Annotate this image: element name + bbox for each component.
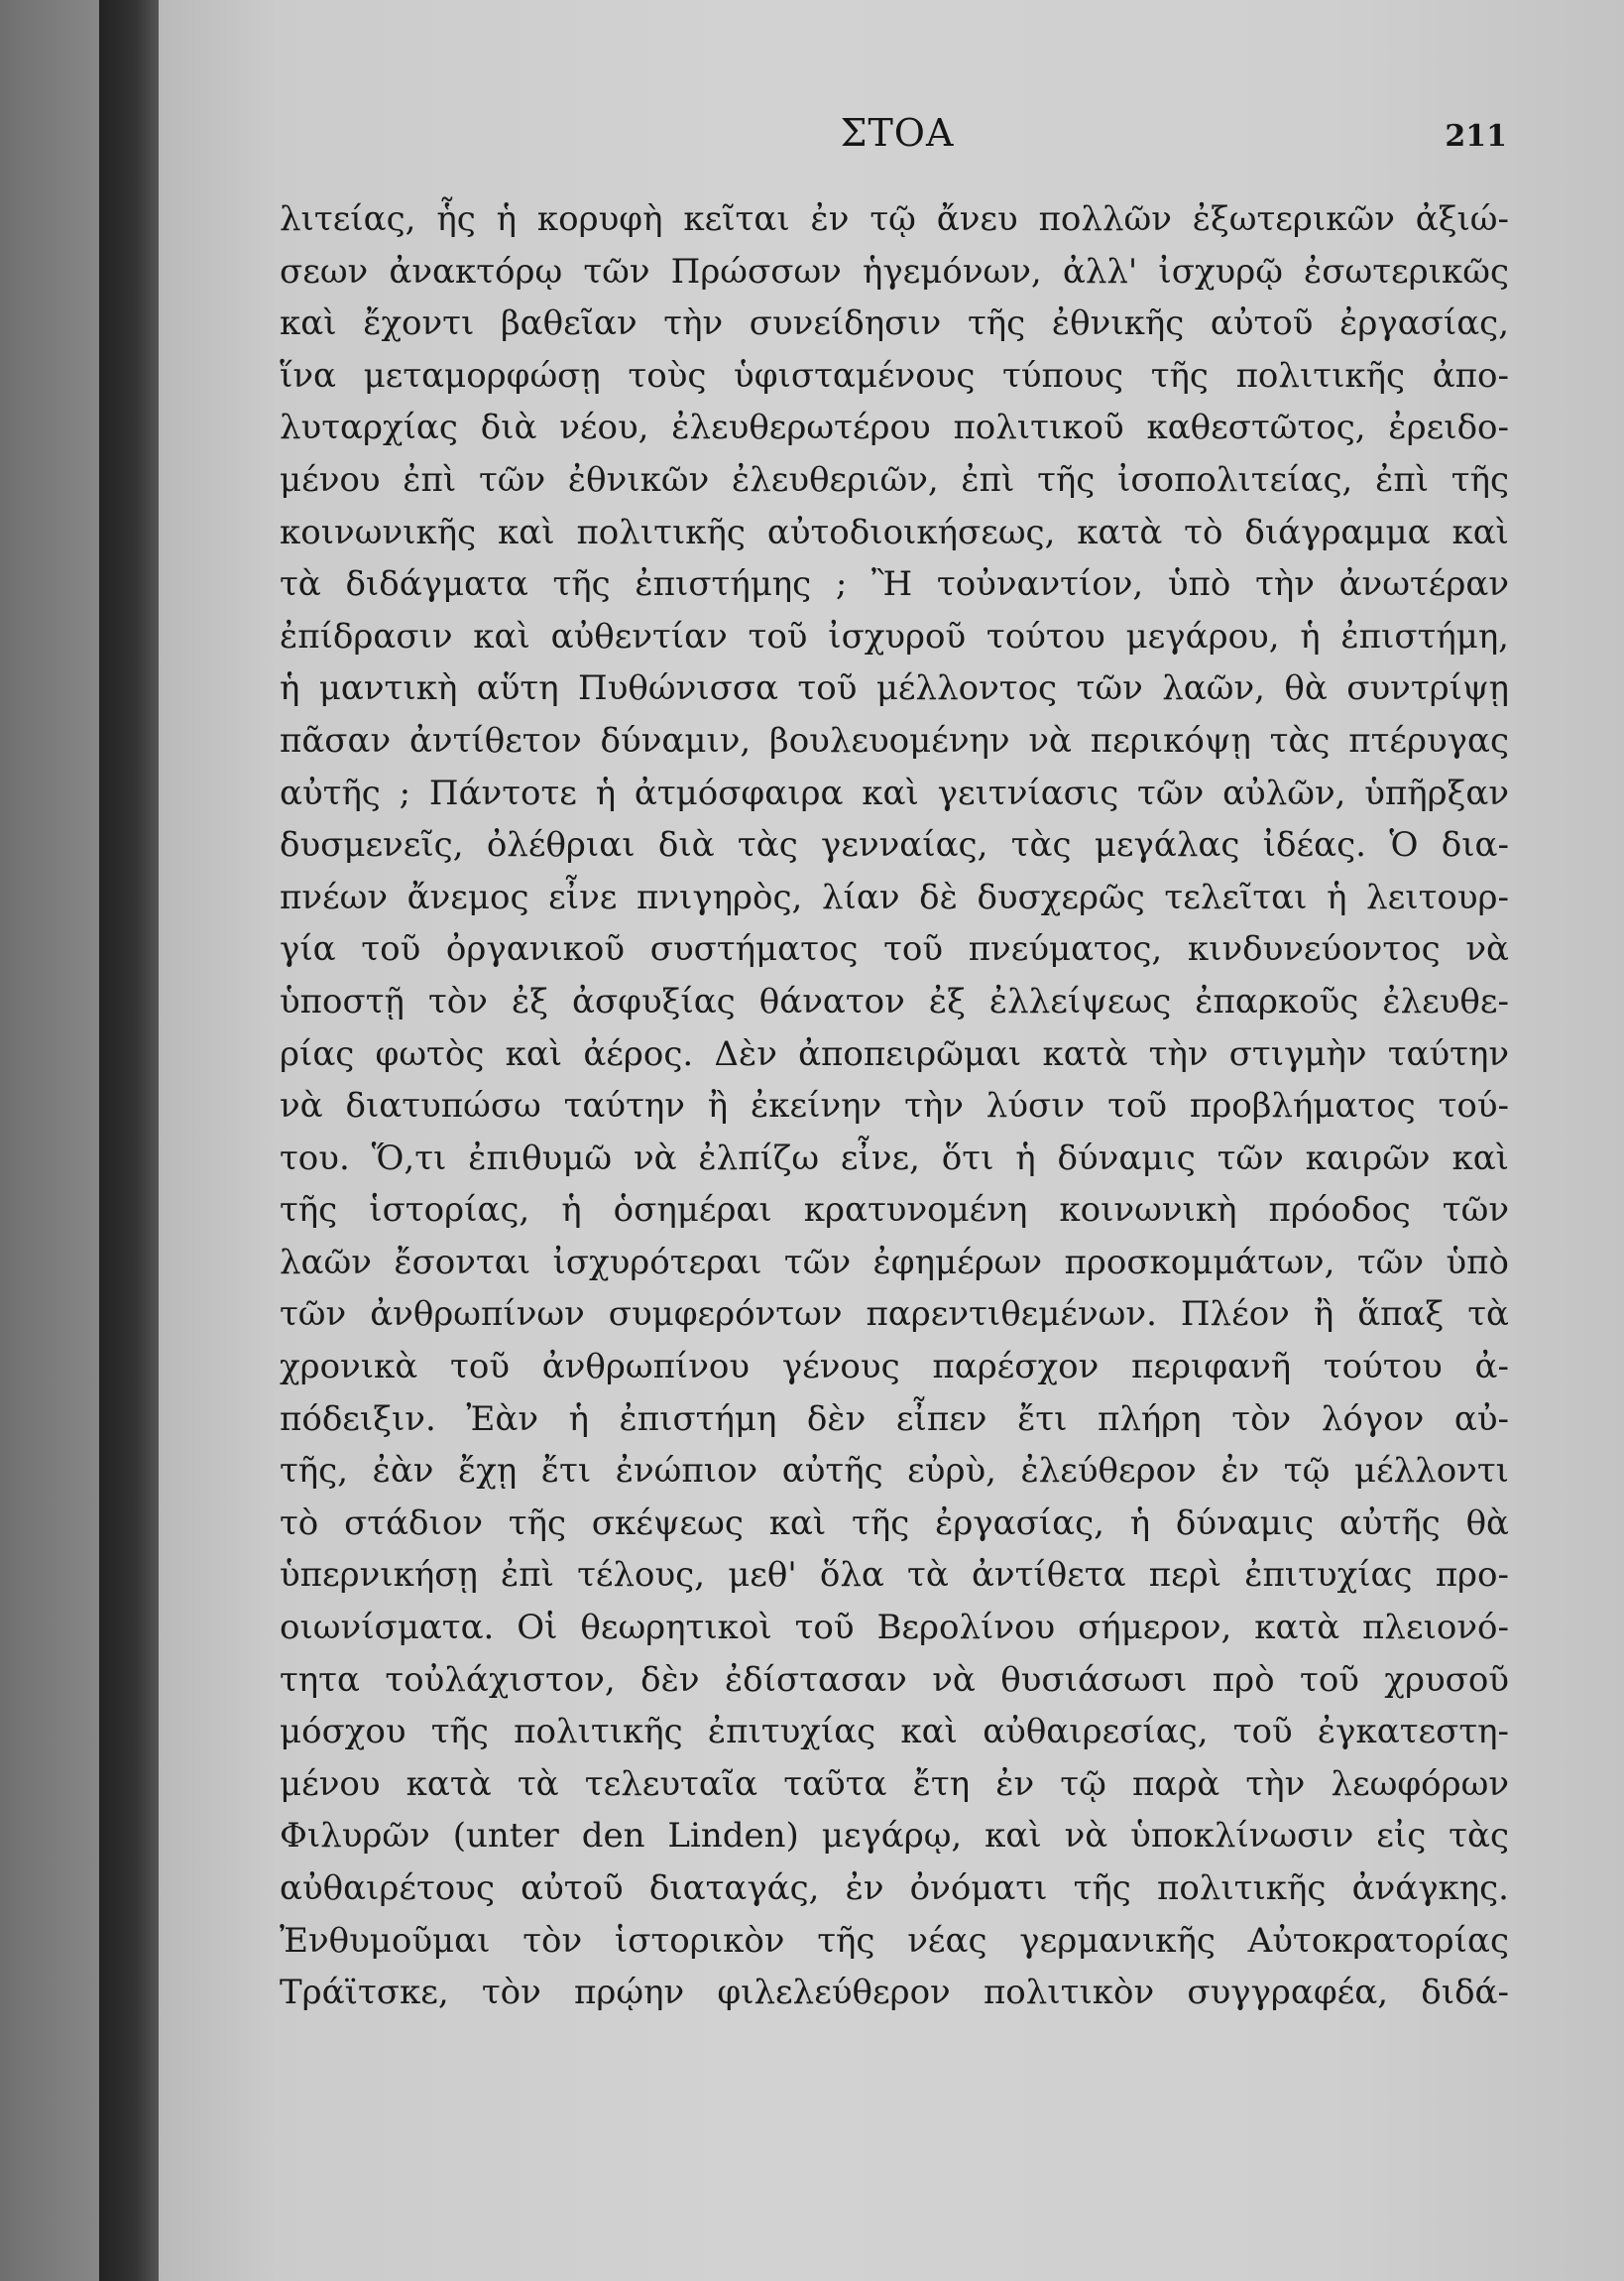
text-line: αὐτῆς ; Πάντοτε ἡ ἀτμόσφαιρα καὶ γειτνίασις τῶν αὐλῶν, ὑπῆρξαν (280, 773, 1509, 813)
text-line: Φιλυρῶν (unter den Linden) μεγάρῳ, καὶ νὰ ὑποκλίνωσιν εἰς τὰς (280, 1816, 1509, 1857)
text-line: πᾶσαν ἀντίθετον δύναμιν, βουλευομένην νὰ περικόψῃ τὰς πτέρυγας (280, 720, 1509, 761)
text-line: αὐθαιρέτους αὐτοῦ διαταγάς, ἐν ὀνόματι τῆς πολιτικῆς ἀνάγκης. (280, 1868, 1509, 1908)
text-line: χρονικὰ τοῦ ἀνθρωπίνου γένους παρέσχον περιφανῆ τούτου ἀ- (280, 1347, 1509, 1387)
text-line: του. Ὅ,τι ἐπιθυμῶ νὰ ἐλπίζω εἶνε, ὅτι ἡ δύναμις τῶν καιρῶν καὶ (280, 1138, 1509, 1178)
text-line: τῆς ἱστορίας, ἡ ὁσημέραι κρατυνομένη κοινωνικὴ πρόοδος τῶν (280, 1190, 1509, 1231)
text-line: ὑπερνικήσῃ ἐπὶ τέλους, μεθ' ὅλα τὰ ἀντίθετα περὶ ἐπιτυχίας προ- (280, 1555, 1509, 1596)
page-header (288, 111, 1507, 171)
text-line: ἵνα μεταμορφώσῃ τοὺς ὑφισταμένους τύπους τῆς πολιτικῆς ἀπο- (280, 355, 1509, 396)
text-line: τὸ στάδιον τῆς σκέψεως καὶ τῆς ἐργασίας, ἡ δύναμις αὐτῆς θὰ (280, 1502, 1509, 1543)
text-line: ἐπίδρασιν καὶ αὐθεντίαν τοῦ ἰσχυροῦ τούτου μεγάρου, ἡ ἐπιστήμη, (280, 616, 1509, 657)
text-line: τῆς, ἐὰν ἔχῃ ἔτι ἐνώπιον αὐτῆς εὐρὺ, ἐλεύθερον ἐν τῷ μέλλοντι (280, 1451, 1509, 1492)
text-line: μένου κατὰ τὰ τελευταῖα ταῦτα ἔτη ἐν τῷ παρὰ τὴν λεωφόρων (280, 1763, 1509, 1804)
page-number: 211 (1445, 119, 1507, 154)
text-line: λαῶν ἔσονται ἰσχυρότεραι τῶν ἐφημέρων προσκομμάτων, τῶν ὑπὸ (280, 1242, 1509, 1282)
text-line: ρίας φωτὸς καὶ ἀέρος. Δὲν ἀποπειρῶμαι κατὰ τὴν στιγμὴν ταύτην (280, 1033, 1509, 1074)
text-line: ὑποστῇ τὸν ἐξ ἀσφυξίας θάνατον ἐξ ἐλλείψεως ἐπαρκοῦς ἐλευθε- (280, 981, 1509, 1021)
text-line: γία τοῦ ὀργανικοῦ συστήματος τοῦ πνεύματος, κινδυνεύοντος νὰ (280, 929, 1509, 970)
text-line: σεων ἀνακτόρῳ τῶν Πρώσσων ἡγεμόνων, ἀλλ' ἰσχυρῷ ἐσωτερικῶς (280, 251, 1509, 292)
text-line: λιτείας, ἧς ἡ κορυφὴ κεῖται ἐν τῷ ἄνευ πολλῶν ἐξωτερικῶν ἀξιώ- (280, 199, 1509, 239)
book-spine (99, 0, 159, 2281)
text-line: Τράϊτσκε, τὸν πρῴην φιλελεύθερον πολιτικὸν συγγραφέα, διδά- (280, 1973, 1509, 2013)
text-line: τῶν ἀνθρωπίνων συμφερόντων παρεντιθεμένων. Πλέον ἢ ἅπαξ τὰ (280, 1294, 1509, 1335)
text-line: Ἐνθυμοῦμαι τὸν ἱστορικὸν τῆς νέας γερμανικῆς Αὐτοκρατορίας (280, 1920, 1509, 1961)
text-line: καὶ ἔχοντι βαθεῖαν τὴν συνείδησιν τῆς ἐθνικῆς αὐτοῦ ἐργασίας, (280, 303, 1509, 344)
text-line: τὰ διδάγματα τῆς ἐπιστήμης ; Ἢ τοὐναντίον, ὑπὸ τὴν ἀνωτέραν (280, 564, 1509, 605)
text-line: λυταρχίας διὰ νέου, ἐλευθερωτέρου πολιτικοῦ καθεστῶτος, ἐρειδο- (280, 408, 1509, 448)
text-line: δυσμενεῖς, ὀλέθριαι διὰ τὰς γενναίας, τὰς μεγάλας ἰδέας. Ὁ δια- (280, 825, 1509, 866)
text-line: μένου ἐπὶ τῶν ἐθνικῶν ἐλευθεριῶν, ἐπὶ τῆς ἰσοπολιτείας, ἐπὶ τῆς (280, 459, 1509, 500)
text-line: πνέων ἄνεμος εἶνε πνιγηρὸς, λίαν δὲ δυσχερῶς τελεῖται ἡ λειτουρ- (280, 877, 1509, 917)
left-page-edge (0, 0, 109, 2281)
text-line: τητα τοὐλάχιστον, δὲν ἐδίστασαν νὰ θυσιάσωσι πρὸ τοῦ χρυσοῦ (280, 1659, 1509, 1700)
text-line: οιωνίσματα. Οἱ θεωρητικοὶ τοῦ Βερολίνου σήμερον, κατὰ πλειονό- (280, 1608, 1509, 1648)
text-line: ἡ μαντικὴ αὕτη Πυθώνισσα τοῦ μέλλοντος τῶν λαῶν, θὰ συντρίψῃ (280, 668, 1509, 709)
text-line: κοινωνικῆς καὶ πολιτικῆς αὐτοδιοικήσεως, κατὰ τὸ διάγραμμα καὶ (280, 512, 1509, 552)
body-text (280, 193, 1509, 2019)
text-line: πόδειξιν. Ἐὰν ἡ ἐπιστήμη δὲν εἶπεν ἔτι πλήρη τὸν λόγον αὐ- (280, 1398, 1509, 1439)
text-line: μόσχου τῆς πολιτικῆς ἐπιτυχίας καὶ αὐθαιρεσίας, τοῦ ἐγκατεστη- (280, 1712, 1509, 1752)
running-head: ΣΤΟΑ (840, 111, 955, 155)
text-line: νὰ διατυπώσω ταύτην ἢ ἐκείνην τὴν λύσιν τοῦ προβλήματος τού- (280, 1086, 1509, 1127)
